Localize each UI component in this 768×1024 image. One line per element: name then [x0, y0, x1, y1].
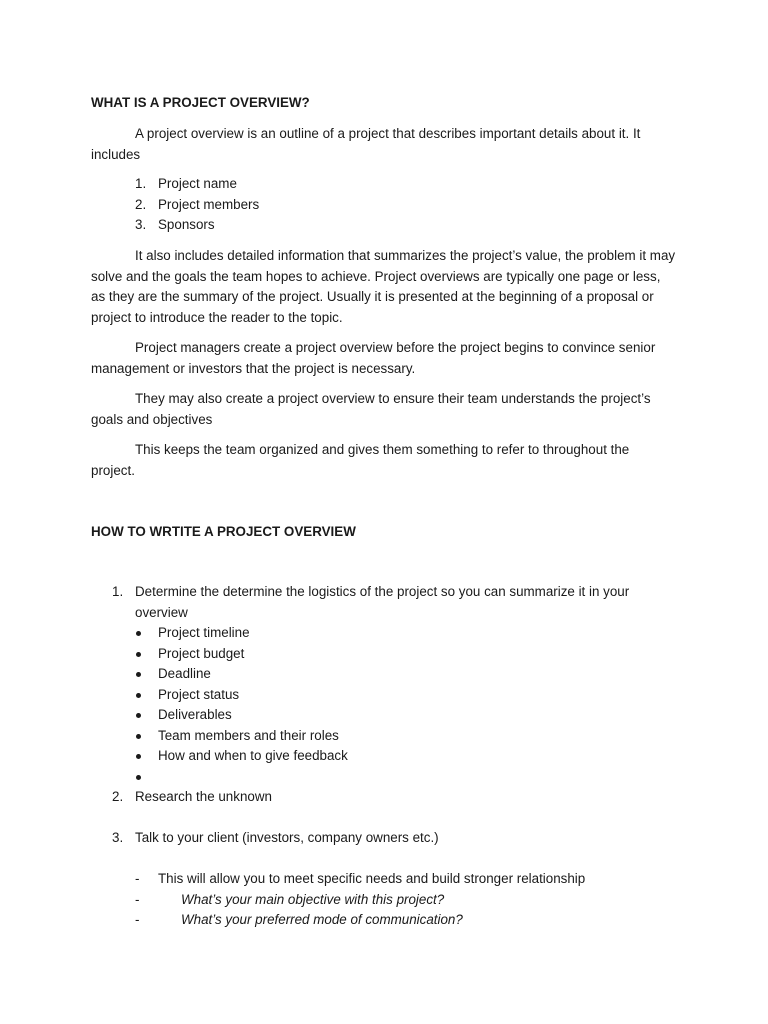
bullet-icon	[136, 693, 141, 698]
list-number: 1.	[135, 176, 147, 191]
blank-line	[91, 808, 681, 829]
bullet-text: Project timeline	[158, 625, 250, 640]
bullet-icon	[136, 754, 141, 759]
step-text: Determine the determine the logistics of the project so you can summarize it in your overview	[135, 584, 630, 620]
bullet-text: Team members and their roles	[158, 727, 339, 743]
bullet-icon	[136, 734, 141, 739]
list-item	[91, 215, 681, 236]
section-heading-what-is: WHAT IS A PROJECT OVERVIEW?	[91, 95, 310, 110]
bullet-icon	[136, 631, 141, 636]
dash-item	[91, 910, 681, 931]
bullet-icon	[136, 713, 141, 718]
bullet-item	[91, 746, 681, 767]
list-number: 3.	[135, 217, 147, 232]
dash-mark: -	[135, 912, 140, 927]
dash-mark: -	[135, 871, 140, 886]
bullet-item	[91, 664, 681, 685]
bullet-text: Deadline	[158, 666, 211, 681]
bullet-item	[91, 644, 681, 665]
step-number: 3.	[112, 830, 124, 845]
team-paragraph: They may also create a project overview to ensure their team understands the project’s goals and objectives	[91, 391, 651, 427]
organized-paragraph: This keeps the team organized and gives them something to refer to throughout the project.	[91, 442, 630, 478]
list-number: 2.	[135, 196, 147, 212]
bullet-text: Project budget	[158, 645, 245, 661]
overview-items-list	[91, 174, 681, 236]
step-item	[91, 582, 681, 623]
list-item	[91, 195, 681, 216]
managers-paragraph: Project managers create a project overview before the project begins to convince senior management or investors that the project is necessary.	[91, 340, 656, 376]
bullet-item	[91, 705, 681, 726]
dash-question-text: What’s your preferred mode of communication?	[181, 912, 463, 927]
list-item-text: Project members	[158, 196, 260, 212]
bullet-icon	[136, 672, 141, 677]
dash-item	[91, 869, 681, 890]
dash-mark: -	[135, 891, 140, 907]
section-heading-how-to: HOW TO WRTITE A PROJECT OVERVIEW	[91, 524, 356, 539]
step-number: 1.	[112, 584, 124, 599]
dash-text: This will allow you to meet specific needs and build stronger relationship	[158, 871, 586, 886]
step-text: Research the unknown	[135, 789, 272, 804]
bullet-item	[91, 767, 681, 788]
list-item	[91, 174, 681, 195]
bullet-item	[91, 685, 681, 706]
step-number: 2.	[112, 789, 124, 804]
dash-question-text: What’s your main objective with this project?	[181, 891, 445, 907]
steps-list	[91, 582, 681, 931]
bullet-icon	[136, 652, 141, 657]
bullet-text: How and when to give feedback	[158, 748, 348, 763]
bullet-item	[91, 623, 681, 644]
bullet-item	[91, 726, 681, 747]
bullet-text: Deliverables	[158, 707, 232, 722]
blank-line	[91, 849, 681, 870]
bullet-icon	[136, 775, 141, 780]
step-item	[91, 828, 681, 849]
step-item	[91, 787, 681, 808]
intro-paragraph: A project overview is an outline of a project that describes important details about it. It includes	[91, 126, 641, 162]
list-item-text: Project name	[158, 176, 237, 191]
dash-item	[91, 890, 681, 911]
step-text: Talk to your client (investors, company owners etc.)	[135, 830, 439, 845]
value-paragraph: It also includes detailed information that summarizes the project’s value, the problem it may solve and the goals the team hopes to achieve. Project overviews are typically one page or less, as they are the summary of the project. Usually it is presented at the beginning of a proposal or project to introduce the reader to the topic.	[91, 248, 676, 325]
list-item-text: Sponsors	[158, 217, 215, 232]
bullet-text: Project status	[158, 686, 240, 702]
